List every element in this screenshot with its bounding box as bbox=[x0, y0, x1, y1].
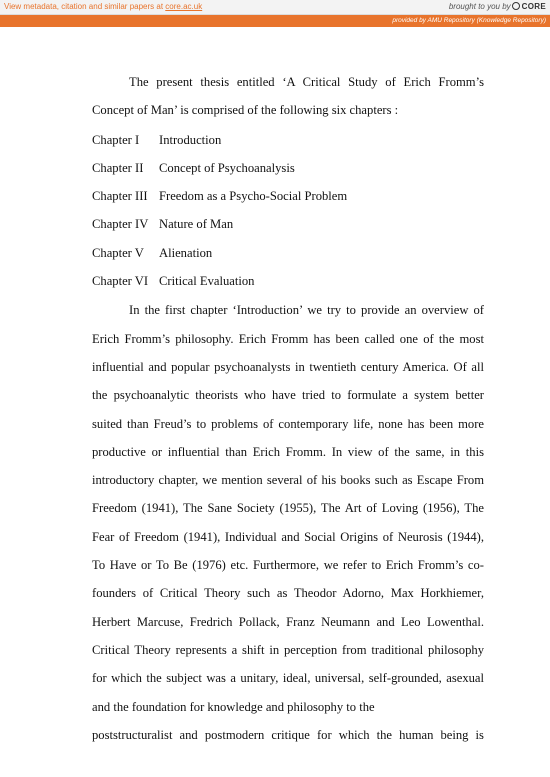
provided-by-link[interactable]: provided by AMU Repository (Knowledge Repository) bbox=[392, 17, 546, 24]
chapter-title: Nature of Man bbox=[159, 217, 234, 232]
chapter-title: Freedom as a Psycho-Social Problem bbox=[159, 189, 348, 204]
chapter-item bbox=[92, 210, 484, 238]
word: which bbox=[338, 727, 370, 742]
chapter-item bbox=[92, 239, 484, 267]
repository-banner bbox=[0, 15, 550, 27]
metadata-link[interactable]: View metadata, citation and similar papers at core.ac.uk bbox=[4, 2, 203, 11]
word: for bbox=[316, 727, 332, 742]
document-page bbox=[92, 68, 484, 749]
core-logo-icon bbox=[512, 2, 520, 10]
chapter-number: Chapter V bbox=[92, 245, 144, 260]
chapter-title: Concept of Psychoanalysis bbox=[159, 160, 295, 175]
intro-paragraph: The present thesis entitled ‘A Critical Study of Erich Fromm’s Concept of Man’ is comprised of the following six chapters : bbox=[92, 75, 484, 118]
chapter-item bbox=[92, 154, 484, 182]
chapter-item bbox=[92, 267, 484, 295]
chapter-title: Alienation bbox=[159, 245, 213, 260]
word: the bbox=[376, 727, 392, 742]
core-logo: CORE bbox=[521, 2, 546, 11]
word: and bbox=[179, 727, 198, 742]
word: is bbox=[475, 727, 484, 742]
chapter-list bbox=[92, 126, 484, 296]
chapter-number: Chapter I bbox=[92, 132, 140, 147]
core-header-bar bbox=[0, 0, 550, 15]
word: poststructuralist bbox=[92, 727, 173, 742]
body-paragraph-last-line bbox=[92, 721, 484, 749]
word: being bbox=[440, 727, 469, 742]
chapter-item bbox=[92, 126, 484, 154]
chapter-number: Chapter IV bbox=[92, 217, 149, 232]
word: human bbox=[399, 727, 434, 742]
chapter-number: Chapter III bbox=[92, 189, 148, 204]
chapter-title: Critical Evaluation bbox=[159, 274, 255, 289]
word: critique bbox=[271, 727, 310, 742]
body-paragraph: In the first chapter ‘Introduction’ we try to provide an overview of Erich Fromm’s philosophy. Erich Fromm has been called one of the most influential and popular psychoanalysts in twentieth century America. Of all the psychoanalytic theorists who have tried to formulate a system better suited than Freud’s to problems of contemporary life, none has been more productive or influential than Erich Fromm. In view of the same, in this introductory chapter, we mention several of his books such as Escape From Freedom (1941), The Sane Society (1955), The Art of Loving (1956), The Fear of Freedom (1941), Individual and Social Origins of Neurosis (1944), To Have or To Be (1976) etc. Furthermore, we refer to Erich Fromm’s co-founders of Critical Theory such as Theodor Adorno, Max Horkhiemer, Herbert Marcuse, Fredrich Pollack, Franz Neumann and Leo Lowenthal. Critical Theory represents a shift in perception from traditional philosophy for which the subject was a unitary, ideal, universal, self-grounded, asexual and the foundation for knowledge and philosophy to the bbox=[92, 303, 484, 714]
chapter-number: Chapter II bbox=[92, 160, 144, 175]
core-attribution[interactable]: brought to you by CORE bbox=[448, 2, 546, 11]
chapter-title: Introduction bbox=[159, 132, 222, 147]
chapter-item bbox=[92, 182, 484, 210]
chapter-number: Chapter VI bbox=[92, 274, 149, 289]
core-domain-link[interactable]: core.ac.uk bbox=[165, 2, 203, 11]
word: postmodern bbox=[204, 727, 265, 742]
